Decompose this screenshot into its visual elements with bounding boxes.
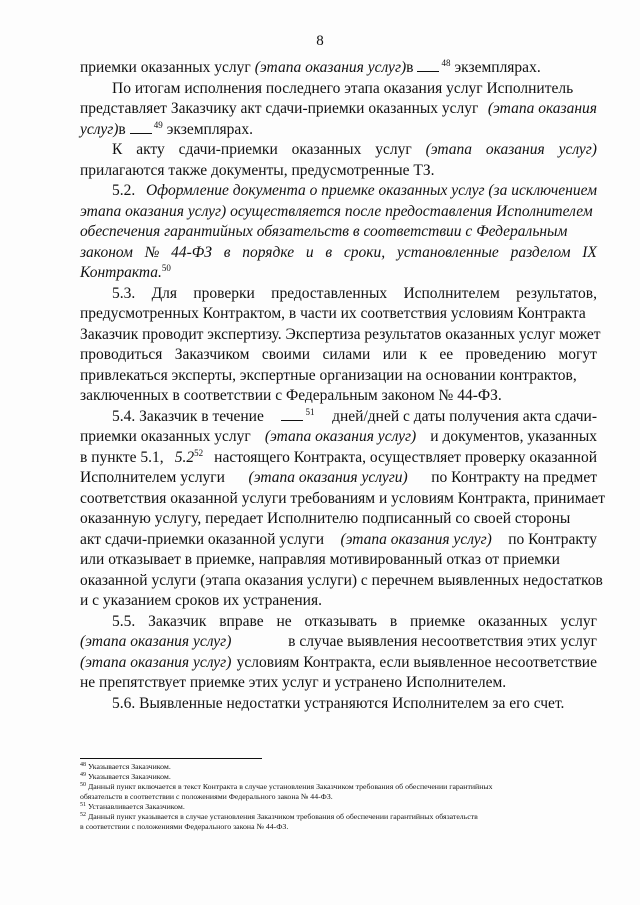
footnote: $^{52}$ Данный пункт указывается в случае установления Заказчиком требования об обеспечении гарантийных обязательств	[80, 812, 478, 821]
text-line: оказанную услугу, передает Исполнителю подписанный со своей стороны	[80, 510, 571, 527]
text-line: представляет Заказчику акт сдачи-приемки оказанных услуг (этапа оказания	[80, 100, 597, 117]
text-line: не препятствует приемке этих услуг и устранено Исполнителем.	[80, 674, 507, 691]
text-line: 5.2. Оформление документа о приемке оказанных услуг (за исключением	[112, 182, 597, 199]
text-line: Заказчик проводит экспертизу. Экспертиза результатов оказанных услуг может	[80, 325, 601, 343]
text-line: в пункте 5.1, $5.2^{52}$ настоящего Контракта, осуществляет проверку оказанной	[80, 447, 597, 466]
text-line: этапа оказания услуг) осуществляется после предоставления Исполнителем	[80, 202, 593, 220]
text-line: проводиться Заказчиком своими силами или к ее проведению могут	[80, 346, 597, 363]
text-line: или отказывает в приемке, направляя мотивированный отказ от приемки	[80, 551, 560, 568]
text-line: (этапа оказания услуг) в случае выявления несоответствия этих услуг	[80, 633, 597, 650]
footnotes	[80, 762, 597, 832]
text-line: услуг) в $^{49}$ экземплярах.	[80, 119, 253, 138]
footnote-divider	[80, 758, 262, 759]
footnote-continuation: обязательств в соответствии с положениями Федерального закона № 44-ФЗ.	[80, 792, 333, 801]
text-line: привлекаться эксперты, экспертные организации на основании контрактов,	[80, 366, 577, 384]
text-line: обеспечения гарантийных обязательств в соответствии с Федеральным	[80, 223, 568, 240]
footnote: $^{49}$ Указывается Заказчиком.	[80, 772, 171, 781]
footnote: $^{50}$ Данный пункт включается в текст Контракта в случае установления Заказчиком требования об обеспечении гарантийных	[80, 782, 493, 791]
document-body	[80, 58, 605, 714]
footnote-continuation: в соответствии с положениями Федерального закона № 44-ФЗ.	[80, 822, 289, 831]
text-line: (этапа оказания услуг) условиям Контракта, если выявленное несоответствие	[80, 653, 597, 671]
footnote: $^{48}$ Указывается Заказчиком.	[80, 762, 171, 771]
text-line: К акту сдачи-приемки оказанных услуг (этапа оказания услуг)	[112, 141, 597, 158]
text-line: предусмотренных Контрактом, в части их соответствия условиям Контракта	[80, 305, 586, 322]
text-line: акт сдачи-приемки оказанной услуги (этапа оказания услуг) по Контракту	[80, 530, 597, 548]
text-line: 5.5. Заказчик вправе не отказывать в приемке оказанных услуг	[112, 612, 597, 630]
text-line: Контракта.$^{50}$	[80, 263, 171, 281]
text-line: законом № 44-ФЗ в порядке и в сроки, установленные разделом IX	[80, 243, 597, 261]
text-line: прилагаются также документы, предусмотренные ТЗ.	[80, 161, 435, 179]
text-line: оказанной услуги (этапа оказания услуги) с перечнем выявленных недостатков	[80, 571, 603, 589]
text-line: 5.6. Выявленные недостатки устраняются Исполнителем за его счет.	[112, 694, 565, 712]
text-line: и с указанием сроков их устранения.	[80, 592, 322, 609]
text-line: 5.4. Заказчик в течение $^{51}$ дней/дней с даты получения акта сдачи-	[112, 406, 597, 425]
text-line: 5.3. Для проверки предоставленных Исполнителем результатов,	[112, 284, 597, 302]
text-line: приемки оказанных услуг (этапа оказания услуг) в $^{48}$ экземплярах.	[80, 58, 541, 76]
text-line: заключенных в соответствии с Федеральным законом № 44-ФЗ.	[80, 387, 502, 404]
text-line: соответствия оказанной услуги требованиям и условиям Контракта, принимает	[80, 489, 605, 507]
text-line: По итогам исполнения последнего этапа оказания услуг Исполнитель	[112, 79, 574, 97]
footnote: $^{51}$ Устанавливается Заказчиком.	[80, 802, 185, 811]
page-number: 8	[316, 33, 324, 49]
text-line: приемки оказанных услуг (этапа оказания услуг) и документов, указанных	[80, 428, 597, 445]
text-line: Исполнителем услуги (этапа оказания услуги) по Контракту на предмет	[80, 469, 597, 486]
